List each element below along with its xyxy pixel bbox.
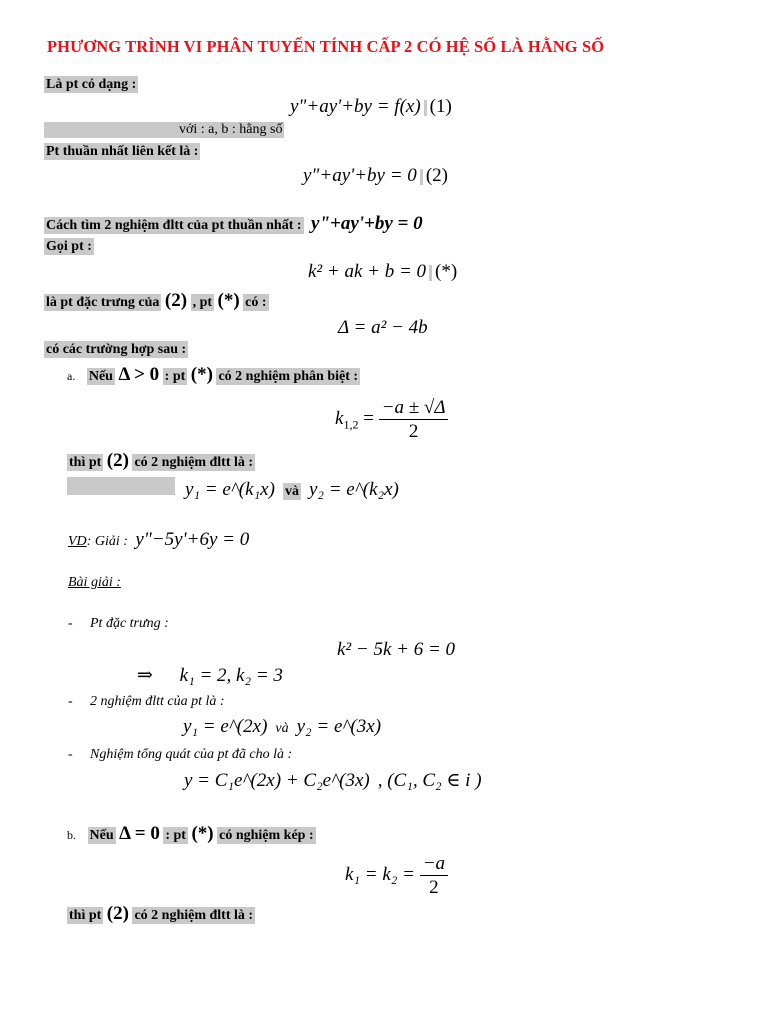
bullet: -: [68, 616, 73, 631]
case-a-solutions: y₁ = e^(k₁x) và y₂ = e^(k₂x): [67, 477, 399, 499]
delta-formula: Δ = a² − 4b: [338, 317, 428, 338]
case-b-then: thì pt (2) có 2 nghiệm đltt là :: [69, 903, 254, 924]
case-b-double-root: k₁ = k₂ = $\frac{-a}{2}$: [345, 854, 448, 897]
step-independent-solutions: 2 nghiệm đltt của pt là :: [90, 694, 225, 709]
step-characteristic: Pt đặc trưng :: [90, 616, 169, 631]
form-label: Là pt có dạng :: [46, 77, 137, 92]
general-solution: y = C₁e^(2x) + C₂e^(3x) , (C₁, C₂ ∈ i ): [184, 770, 482, 791]
bullet: -: [68, 747, 73, 762]
step-general-solution: Nghiệm tổng quát của pt đã cho là :: [90, 747, 293, 762]
equation-1: y"+ay'+by = f(x) (1): [290, 96, 452, 117]
method-label: Cách tìm 2 nghiệm đltt của pt thuần nhất : y"+ay'+by = 0: [46, 213, 423, 234]
page-title: PHƯƠNG TRÌNH VI PHÂN TUYẾN TÍNH CẤP 2 CÓ HỆ SỐ LÀ HẰNG SỐ: [47, 37, 605, 56]
equation-2: y"+ay'+by = 0 (2): [303, 165, 448, 186]
example-roots: ⇒ k₁ = 2, k₂ = 3: [137, 665, 283, 686]
example-solutions: y₁ = e^(2x) và y₂ = e^(3x): [183, 716, 382, 737]
bullet: -: [68, 694, 73, 709]
characteristic-equation: k² + ak + b = 0 (*): [308, 261, 458, 282]
case-a-roots-formula: $k_{1,2}$ = $\frac{-a \pm √\Delta}{2}$: [335, 398, 448, 441]
constant-note: với : a, b : hằng số: [44, 122, 284, 138]
call-label: Gọi pt :: [46, 239, 92, 254]
characteristic-sentence: là pt đặc trưng của (2) , pt (*) có :: [46, 290, 267, 311]
case-b-heading: b. Nếu Δ = 0 : pt (*) có nghiệm kép :: [67, 823, 314, 844]
solution-heading: Bài giải :: [68, 575, 121, 590]
cases-label: có các trường hợp sau :: [46, 342, 187, 357]
homogeneous-label: Pt thuần nhất liên kết là :: [46, 144, 199, 159]
case-a-heading: a. Nếu Δ > 0 : pt (*) có 2 nghiệm phân biệt :: [67, 364, 359, 385]
case-a-then: thì pt (2) có 2 nghiệm đltt là :: [69, 450, 254, 471]
example-characteristic-equation: k² − 5k + 6 = 0: [337, 639, 456, 660]
example-heading: VD: Giải : y"−5y'+6y = 0: [68, 529, 250, 550]
